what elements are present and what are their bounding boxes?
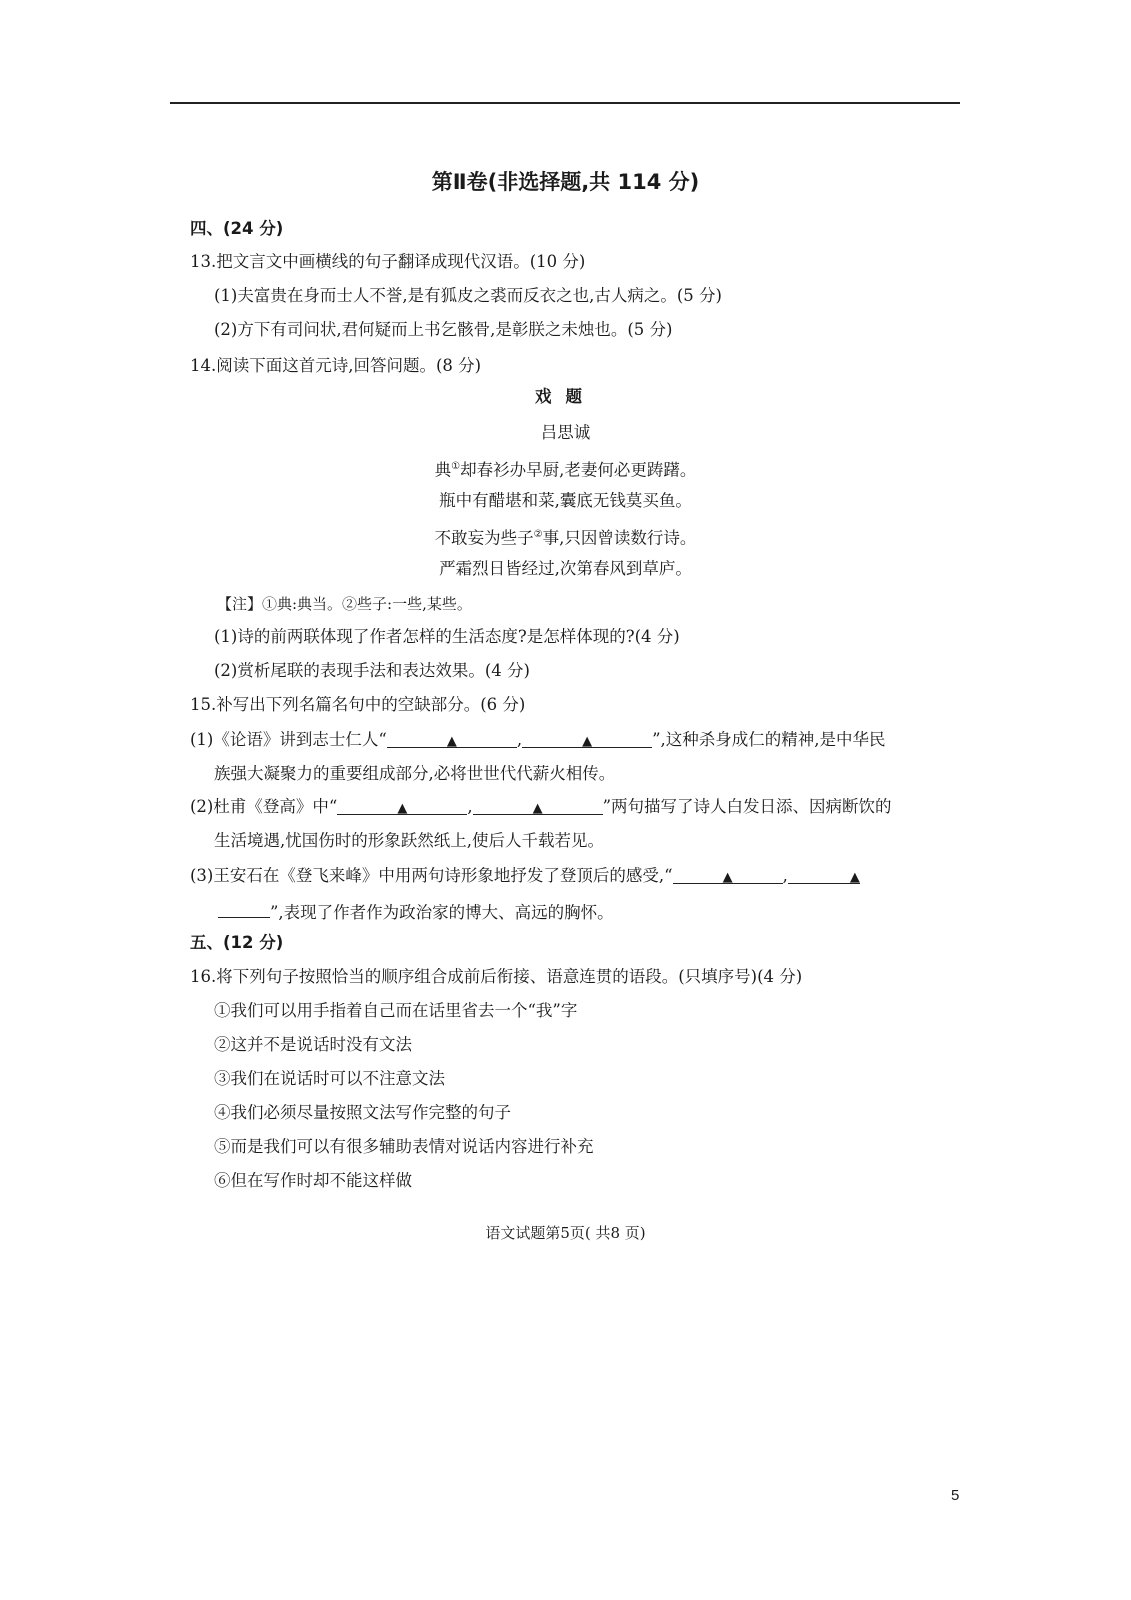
q16-item-2: ②这并不是说话时没有文法 [214,1035,412,1054]
poem-line-1 [0,456,1131,482]
page-footer: 语文试题第5页( 共8 页) [485,1224,646,1242]
q15-sub1-line1 [190,729,886,751]
q15-sub3-line2 [218,899,614,924]
poem-line-3 [0,524,1131,550]
note-marker-2: ② [533,529,543,540]
q13-sub2: (2)方下有司问状,君何疑而上书乞骸骨,是彰朕之未烛也。(5 分) [214,320,673,339]
answer-blank[interactable] [387,729,517,748]
q15-sub1-line2: 族强大凝聚力的重要组成部分,必将世世代代薪火相传。 [214,764,616,783]
poem-line-2: 瓶中有醋堪和菜,囊底无钱莫买鱼。 [439,491,692,510]
comma: , [467,797,473,816]
triangle-icon: ▲ [582,734,593,749]
q16-item-6: ⑥但在写作时却不能这样做 [214,1171,412,1190]
poem-note: 【注】①典:典当。②些子:一些,某些。 [217,595,472,613]
answer-blank[interactable] [473,796,603,815]
q14-sub1: (1)诗的前两联体现了作者怎样的生活态度?是怎样体现的?(4 分) [214,627,680,646]
q14-stem: 14.阅读下面这首元诗,回答问题。(8 分) [190,356,482,375]
q15-stem: 15.补写出下列名篇名句中的空缺部分。(6 分) [190,695,526,714]
triangle-icon: ▲ [722,870,733,885]
poem-line-3-a: 不敢妄为些子 [434,528,534,548]
triangle-icon: ▲ [446,734,457,749]
answer-blank-continued[interactable] [218,899,270,918]
comma: , [516,730,523,749]
poem-line-1-b: 却春衫办早厨,老妻何必更踌躇。 [460,460,697,480]
q15-sub2-text-a: (2)杜甫《登高》中“ [190,797,338,816]
top-rule [170,102,960,104]
answer-blank[interactable] [522,729,652,748]
poem-title: 戏题 [535,387,596,406]
q15-sub1-text-a: (1)《论语》讲到志士仁人“ [190,730,387,749]
q14-sub2: (2)赏析尾联的表现手法和表达效果。(4 分) [214,661,530,680]
q15-sub3-text-a: (3)王安石在《登飞来峰》中用两句诗形象地抒发了登顶后的感受,“ [190,866,673,885]
note-marker-1: ① [451,461,461,472]
q15-sub3-text-b: ”,表现了作者作为政治家的博大、高远的胸怀。 [270,903,614,922]
q13-sub1: (1)夫富贵在身而士人不誉,是有狐皮之裘而反衣之也,古人病之。(5 分) [214,286,722,305]
q16-item-4: ④我们必须尽量按照文法写作完整的句子 [214,1103,511,1122]
comma: , [782,866,788,885]
q16-item-1: ①我们可以用手指着自己而在话里省去一个“我”字 [214,1001,578,1020]
section-5-heading: 五、(12 分) [190,933,284,952]
answer-blank[interactable] [337,796,467,815]
q15-sub2-line2: 生活境遇,忧国伤时的形象跃然纸上,使后人千载若见。 [214,831,604,850]
section-4-heading: 四、(24 分) [190,219,284,238]
poem-line-3-b: 事,只因曾读数行诗。 [542,528,697,548]
triangle-icon: ▲ [397,801,408,816]
poem-line-4: 严霜烈日皆经过,次第春风到草庐。 [439,559,692,578]
q15-sub1-text-b: ”,这种杀身成仁的精神,是中华民 [652,730,886,749]
q13-stem: 13.把文言文中画横线的句子翻译成现代汉语。(10 分) [190,252,586,271]
answer-blank[interactable] [788,865,860,884]
poem-author: 吕思诚 [540,423,591,442]
q16-item-5: ⑤而是我们可以有很多辅助表情对说话内容进行补充 [214,1137,594,1156]
q15-sub2-text-b: ”两句描写了诗人白发日添、因病断饮的 [602,797,892,816]
triangle-icon: ▲ [532,801,543,816]
q16-item-3: ③我们在说话时可以不注意文法 [214,1069,445,1088]
page-number: 5 [951,1487,960,1504]
page-title: 第Ⅱ卷(非选择题,共 114 分) [431,170,700,194]
q15-sub3-line1 [190,865,860,887]
poem-line-1-a: 典 [434,460,452,480]
answer-blank[interactable] [673,865,783,884]
triangle-icon: ▲ [849,870,860,885]
q16-stem: 16.将下列句子按照恰当的顺序组合成前后衔接、语意连贯的语段。(只填序号)(4 分) [190,967,803,986]
q15-sub2-line1 [190,796,892,818]
